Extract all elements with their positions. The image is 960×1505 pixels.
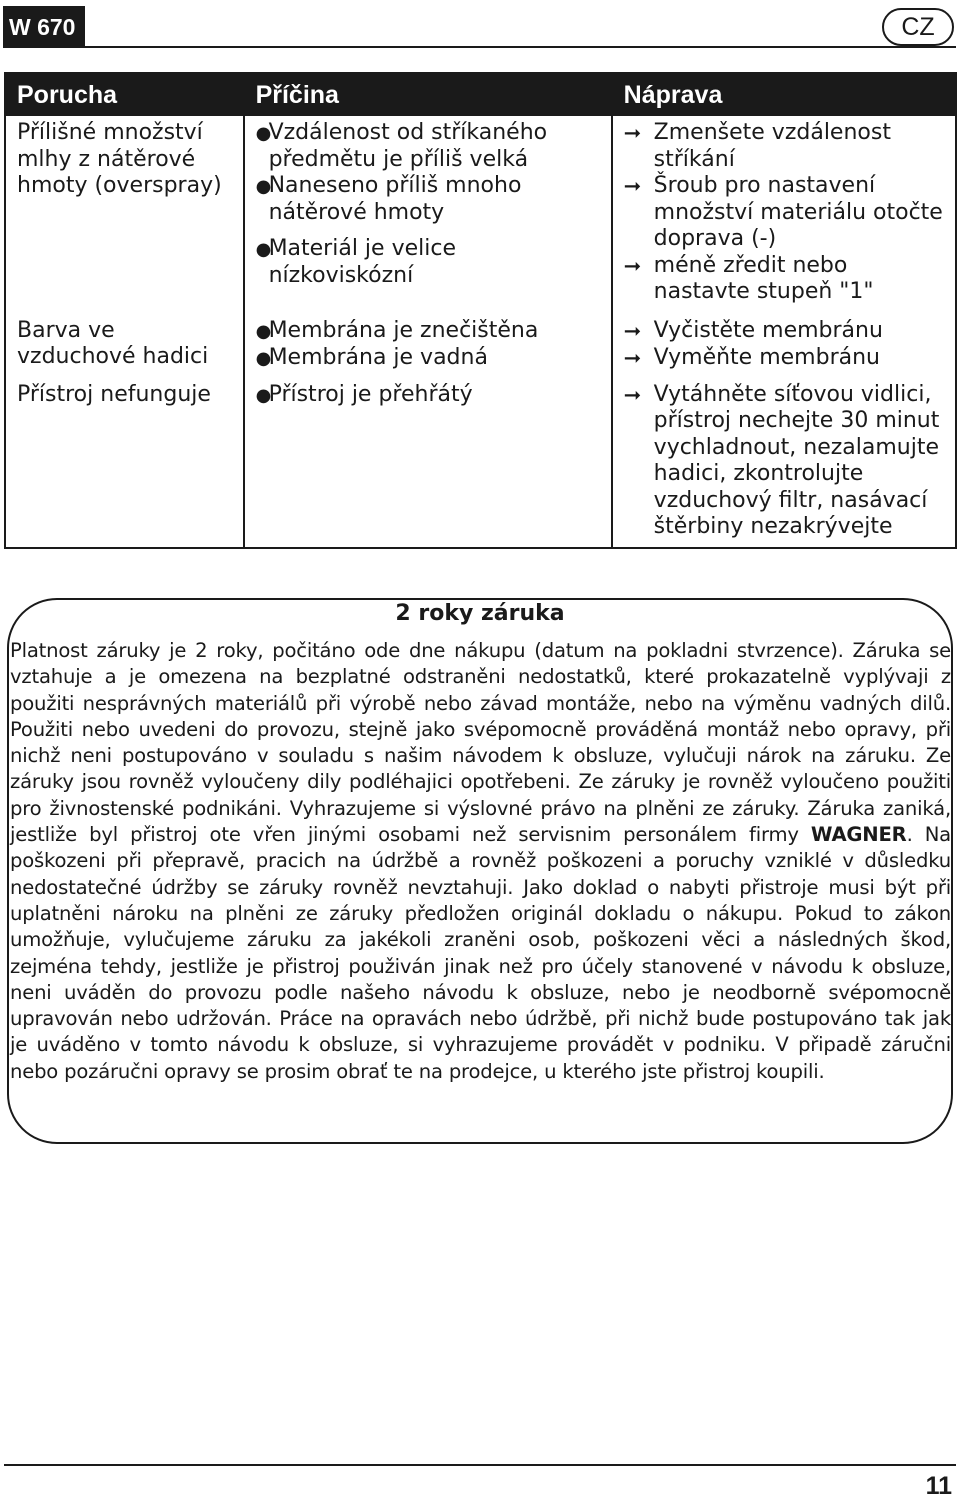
table-header-row: [5, 73, 956, 116]
bullet-icon: ●: [255, 320, 272, 342]
fault-cell: Přístroj nefunguje: [17, 381, 211, 407]
brand-name: WAGNER: [810, 823, 907, 847]
remedy-cell: [612, 116, 956, 312]
remedy-cell: [612, 312, 956, 378]
language-badge: CZ: [882, 8, 954, 46]
bullet-icon: ●: [255, 347, 272, 369]
remedy-item: ➞ méně zředit nebo nastavte stupeň "1": [623, 252, 874, 304]
header-rule: [85, 46, 956, 48]
cause-item: ● Naneseno příliš mnoho nátěrové hmoty: [255, 173, 522, 225]
troubleshooting-table: [4, 72, 957, 549]
arrow-right-icon: ➞: [623, 121, 642, 145]
fault-cell: Barva ve vzduchové hadici: [17, 317, 209, 369]
remedy-item: ➞ Zmenšete vzdálenost stříkání: [623, 120, 891, 172]
arrow-right-icon: ➞: [623, 253, 642, 278]
warranty-text: Platnost záruky je 2 roky, počitáno ode dne nákupu (datum na pokladni stvrzence). Záruka se vztahuje a je omezena na bezplatné odstraněni nedostatků, které prokazatelně vyplývaji z použiti nesprávných materiálů při výrobě nebo závad montáže, nebo na výměnu vadných dilů. Použiti nebo uvedeni do provozu, stejně jako svépomocně prováděná montáž nebo opravy, při nichž neni postupováno v souladu s našim návodem k obsluze, vylučuji nárok na záruku. Ze záruky jsou rovněž vyloučeny dily podléhajici opotřebeni. Ze záruky je rovněž vyloučeno použiti pro živnostenské podnikáni. Vyhrazujeme si výslovné právo na plněni ze záruky. Záruka zaniká, jestliže byl přistroj ote vřen jinými osobami než servisnim personálem firmy WAGNER. Na poškozeni při přepravě, pracich na údržbě a rovněž poškozeni a poruchy vzniklé v důsledku nedostatečné údržby se záruky rovněž nevztahuji. Jako doklad o nabyti přistroje musi být při uplatněni nároku na plněni ze záruky předložen originál dokladu o nákupu. Pokud to zákon umožňuje, vylučujeme záruku za jakékoli zraněni osob, poškozeni věci a následných škod, zejména tehdy, jestliže je přistroj použiván jinak než pro účely stanovené v návodu k obsluze, neni uváděn do provozu podle našeho návodu k obsluze, nebo je neodborně svépomocně upravován nebo udržován. Práce na opravách nebo údržbě, při nichž bude postupováno tak jak je uváděno v tomto návodu k obsluze, si vyhrazujeme provádět v podniku. V připadě záručni nebo pozáručni opravy se prosim obrať te na prodejce, u kterého jste přistroj koupili.: [10, 639, 951, 1083]
cause-item: ● Membrána je znečištěna: [255, 317, 539, 343]
fault-cell: Přílišné množství mlhy z nátěrové hmoty (overspray): [17, 120, 222, 198]
cause-item: ● Membrána je vadná: [255, 344, 488, 370]
remedy-item: ➞ Vyčistěte membránu: [623, 317, 883, 343]
cause-item: ● Přístroj je přehřátý: [255, 381, 473, 407]
arrow-right-icon: ➞: [623, 345, 642, 370]
header-remedy: Náprava: [612, 73, 956, 116]
bullet-icon: ●: [255, 384, 272, 406]
cause-cell: [244, 378, 612, 548]
page-number: 11: [925, 1472, 952, 1500]
bullet-icon: ●: [255, 176, 272, 197]
cause-item: ● Vzdálenost od stříkaného předmětu je příliš velká: [255, 120, 548, 172]
bullet-icon: ●: [255, 239, 272, 260]
cause-item: ● Materiál je velice nízkoviskózní: [255, 236, 456, 288]
bullet-icon: ●: [255, 123, 272, 144]
warranty-title: 2 roky záruka: [395, 601, 565, 626]
remedy-item: ➞ Vytáhněte síťovou vidlici, přístroj nechejte 30 minut vychladnout, nezalamujte hadici, zkontrolujte vzduchový filtr, nasávací štěrbiny nezakrývejte: [623, 381, 940, 539]
remedy-cell: [612, 378, 956, 548]
header-cause: Příčina: [244, 73, 612, 116]
table-row: [5, 116, 956, 312]
remedy-item: ➞ Vyměňte membránu: [623, 344, 880, 370]
table-row: [5, 312, 956, 378]
remedy-item: ➞ Šroub pro nastavení množství materiálu otočte doprava (-): [623, 173, 943, 251]
table-row: [5, 378, 956, 548]
footer-rule: [4, 1464, 956, 1466]
arrow-right-icon: ➞: [623, 174, 642, 198]
model-badge: W 670: [3, 6, 85, 48]
cause-cell: [244, 116, 612, 312]
arrow-right-icon: ➞: [623, 318, 642, 343]
header-fault: Porucha: [5, 73, 244, 116]
cause-cell: [244, 312, 612, 378]
arrow-right-icon: ➞: [623, 382, 642, 407]
